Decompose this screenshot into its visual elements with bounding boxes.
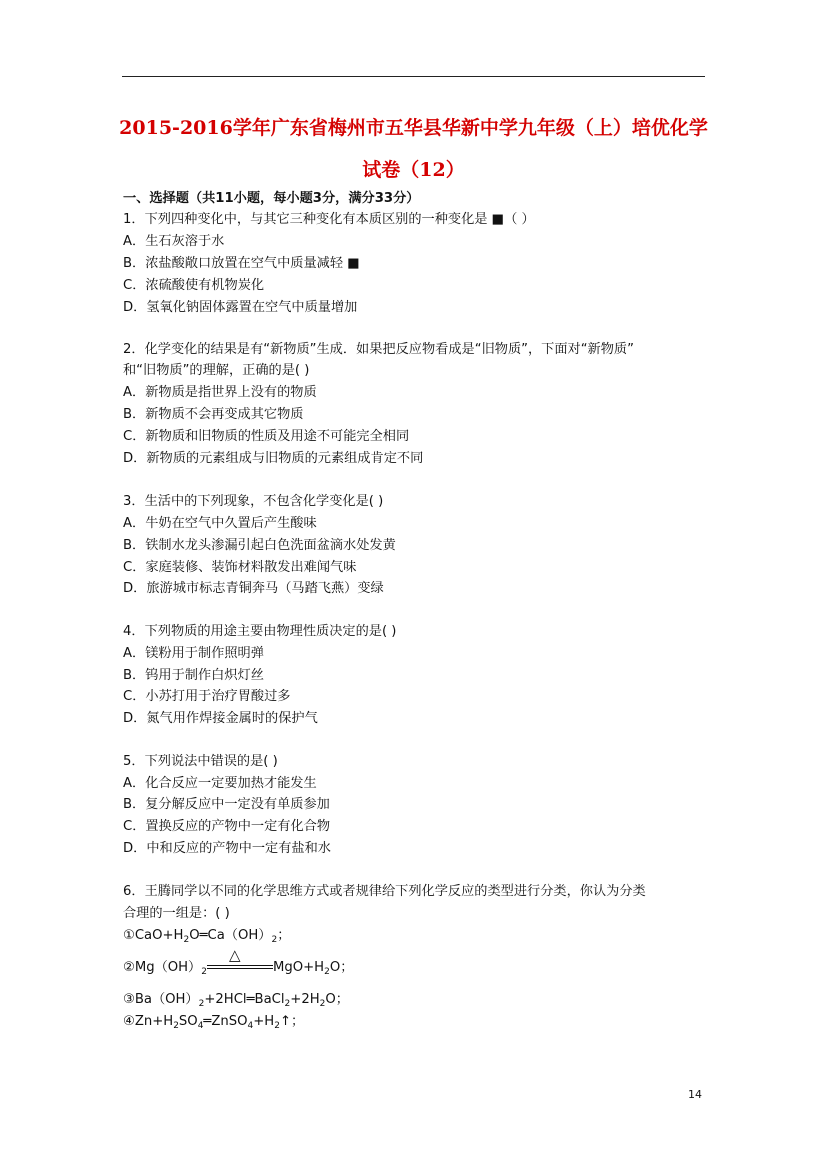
q2-stem-line1: 2．化学变化的结果是有“新物质”生成．如果把反应物看成是“旧物质”，下面对“新物质”	[123, 342, 634, 357]
q1-option-d: D．氢氧化钠固体露置在空气中质量增加	[123, 300, 358, 315]
q3-option-d: D．旅游城市标志青铜奔马（马踏飞燕）变绿	[123, 581, 384, 596]
q4-option-d: D．氮气用作焊接金属时的保护气	[123, 711, 318, 726]
q4-stem: 4．下列物质的用途主要由物理性质决定的是( )	[123, 624, 397, 639]
q5-stem: 5．下列说法中错误的是( )	[123, 754, 278, 769]
q5-option-b: B．复分解反应中一定没有单质参加	[123, 797, 330, 812]
heating-arrow	[207, 946, 273, 974]
header-rule	[122, 76, 705, 77]
q2-option-b: B．新物质不会再变成其它物质	[123, 407, 304, 422]
page-title-line2: 试卷（12）	[362, 159, 465, 181]
q2-option-c: C．新物质和旧物质的性质及用途不可能完全相同	[123, 429, 410, 444]
q5-option-d: D．中和反应的产物中一定有盐和水	[123, 841, 331, 856]
q3-option-b: B．铁制水龙头渗漏引起白色洗面盆滴水处发黄	[123, 538, 396, 553]
q6-equation-4: $④Zn+H_2SO_4═ZnSO_4+H_2↑$；	[123, 1014, 305, 1031]
q1-stem: 1．下列四种变化中，与其它三种变化有本质区别的一种变化是 ■（ ）	[123, 212, 535, 227]
page-title-line1: 2015-2016学年广东省梅州市五华县华新中学九年级（上）培优化学	[119, 117, 708, 139]
q6-equation-2: $②Mg(OH)_2$ △ $MgO+H_2O$；	[123, 946, 354, 977]
page-number: 14	[688, 1088, 702, 1101]
q6-stem-line1: 6．王腾同学以不同的化学思维方式或者规律给下列化学反应的类型进行分类，你认为分类	[123, 884, 646, 899]
q1-option-a: A．生石灰溶于水	[123, 234, 225, 249]
q4-option-a: A．镁粉用于制作照明弹	[123, 646, 264, 661]
q2-stem-line2: 和“旧物质”的理解，正确的是( )	[123, 363, 310, 378]
q2-option-d: D．新物质的元素组成与旧物质的元素组成肯定不同	[123, 451, 424, 466]
q4-option-b: B．钨用于制作白炽灯丝	[123, 668, 264, 683]
q3-stem: 3．生活中的下列现象，不包含化学变化是( )	[123, 494, 384, 509]
section-heading: 一、选择题（共11小题，每小题3分，满分33分）	[123, 191, 420, 206]
q6-equation-3: $③Ba(OH)_2+2HCl═BaCl_2+2H_2O$；	[123, 992, 349, 1009]
q3-option-c: C．家庭装修、装饰材料散发出难闻气味	[123, 560, 357, 575]
q6-equation-1: $①CaO+H_2O═Ca(OH)_2$；	[123, 928, 291, 945]
q4-option-c: C．小苏打用于治疗胃酸过多	[123, 689, 291, 704]
q1-option-b: B．浓盐酸敞口放置在空气中质量减轻 ■	[123, 256, 360, 271]
q3-option-a: A．牛奶在空气中久置后产生酸味	[123, 516, 317, 531]
q1-option-c: C．浓硫酸使有机物炭化	[123, 278, 265, 293]
q6-stem-line2: 合理的一组是：( )	[123, 906, 230, 921]
q2-option-a: A．新物质是指世界上没有的物质	[123, 385, 317, 400]
q5-option-c: C．置换反应的产物中一定有化合物	[123, 819, 331, 834]
q5-option-a: A．化合反应一定要加热才能发生	[123, 776, 317, 791]
heat-triangle-icon: △	[228, 946, 241, 964]
